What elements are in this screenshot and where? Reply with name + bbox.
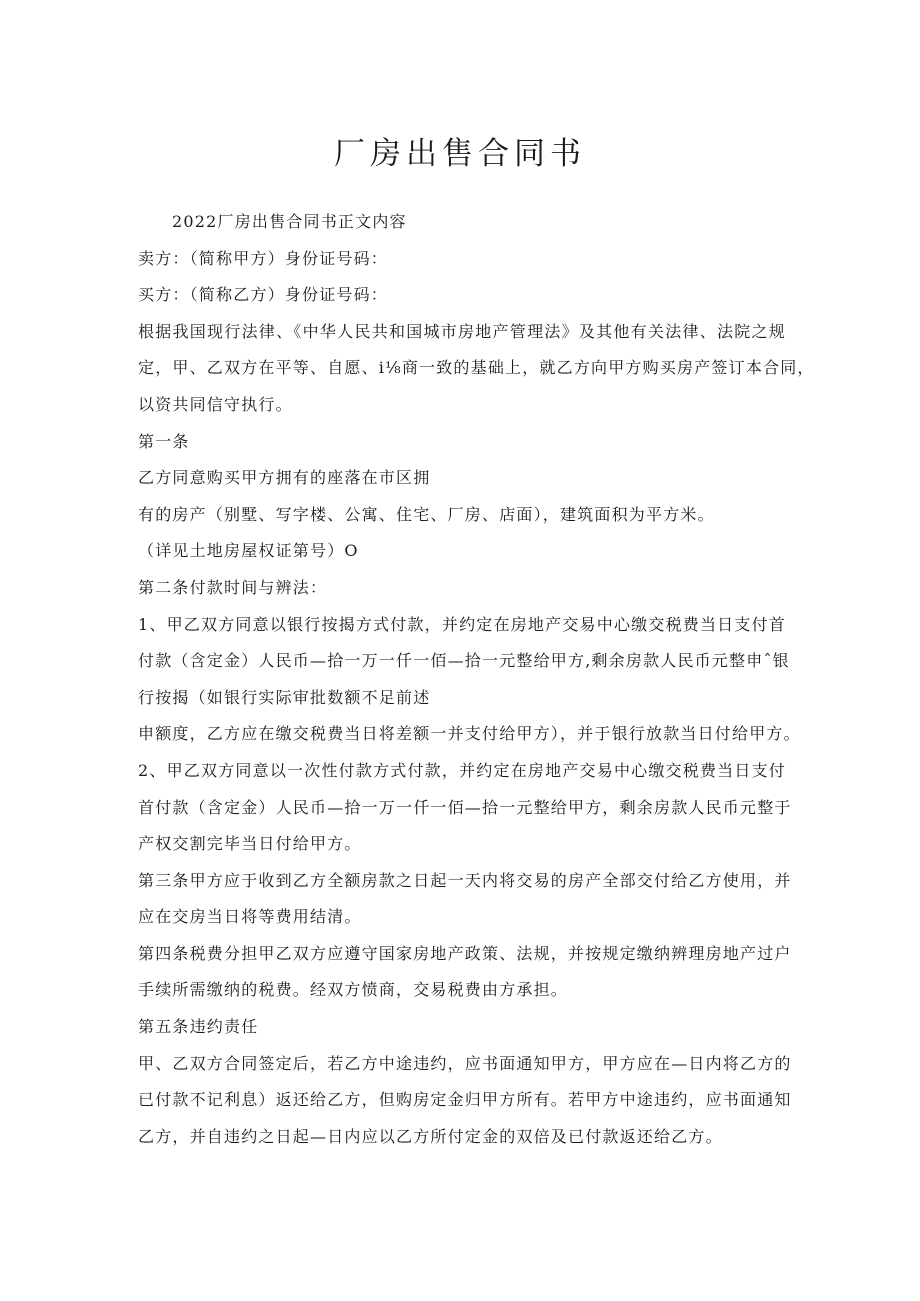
document-line: 2022厂房出售合同书正文内容 (172, 212, 407, 231)
document-line: 行按揭（如银行实际审批数额不足前述 (138, 687, 431, 707)
document-line: 定，甲、乙双方在平等、自愿、i⅛商一致的基础上，就乙方向甲方购买房产签订本合同， (138, 358, 815, 378)
document-line: 以资共同信守执行。 (138, 394, 293, 414)
document-line: 第一条 (138, 431, 190, 451)
document-line: 根据我国现行法律、《中华人民共和国城市房地产管理法》及其他有关法律、法院之规 (138, 321, 786, 341)
document-line: 申额度，乙方应在缴交税费当日将差额一并支付给甲方），并于银行放款当日付给甲方。 (138, 724, 801, 744)
document-line: 第三条甲方应于收到乙方全额房款之日起一天内将交易的房产全部交付给乙方使用，并 (138, 870, 792, 890)
document-line: 有的房产（别墅、写字楼、公寓、住宅、厂房、店面），建筑面积为平方米。 (138, 504, 715, 524)
document-line: 第二条付款时间与辨法： (138, 577, 328, 597)
document-line: 应在交房当日将等费用结清。 (138, 907, 362, 927)
document-line: 甲、乙双方合同签定后，若乙方中途违约，应书面通知甲方，甲方应在—日内将乙方的 (138, 1053, 792, 1073)
document-line: 1、甲乙双方同意以银行按揭方式付款，并约定在房地产交易中心缴交税费当日支付首 (138, 614, 786, 634)
document-line: 付款（含定金）人民币—拾一万一仟一佰—拾一元整给甲方,剩余房款人民币元整申ˆ银 (138, 651, 790, 671)
document-line: 产权交割完毕当日付给甲方。 (138, 834, 362, 854)
document-line: 第五条违约责任 (138, 1017, 259, 1037)
document-line: 第四条税费分担甲乙双方应遵守国家房地产政策、法规，并按规定缴纳辨理房地产过户 (138, 943, 792, 963)
document-line: （详见土地房屋权证第号）O (138, 541, 359, 561)
document-line: 乙方同意购买甲方拥有的座落在市区拥 (138, 468, 431, 488)
document-line: 乙方，并自违约之日起—日内应以乙方所付定金的双倍及已付款返还给乙方。 (138, 1126, 723, 1146)
document-line: 已付款不记利息）返还给乙方，但购房定金归甲方所有。若甲方中途违约，应书面通知 (138, 1090, 792, 1110)
document-line: 卖方：（简称甲方）身份证号码： (138, 248, 389, 268)
document-line: 手续所需缴纳的税费。经双方愤商，交易税费由方承担。 (138, 980, 569, 1000)
document-line: 买方：（简称乙方）身份证号码： (138, 285, 389, 305)
document-title: 厂房出售合同书 (334, 136, 586, 172)
document-line: 首付款（含定金）人民币—拾一万一仟一佰—拾一元整给甲方，剩余房款人民币元整于 (138, 797, 792, 817)
document-line: 2、甲乙双方同意以一次性付款方式付款，并约定在房地产交易中心缴交税费当日支付 (138, 760, 786, 780)
document-body (138, 204, 815, 1155)
